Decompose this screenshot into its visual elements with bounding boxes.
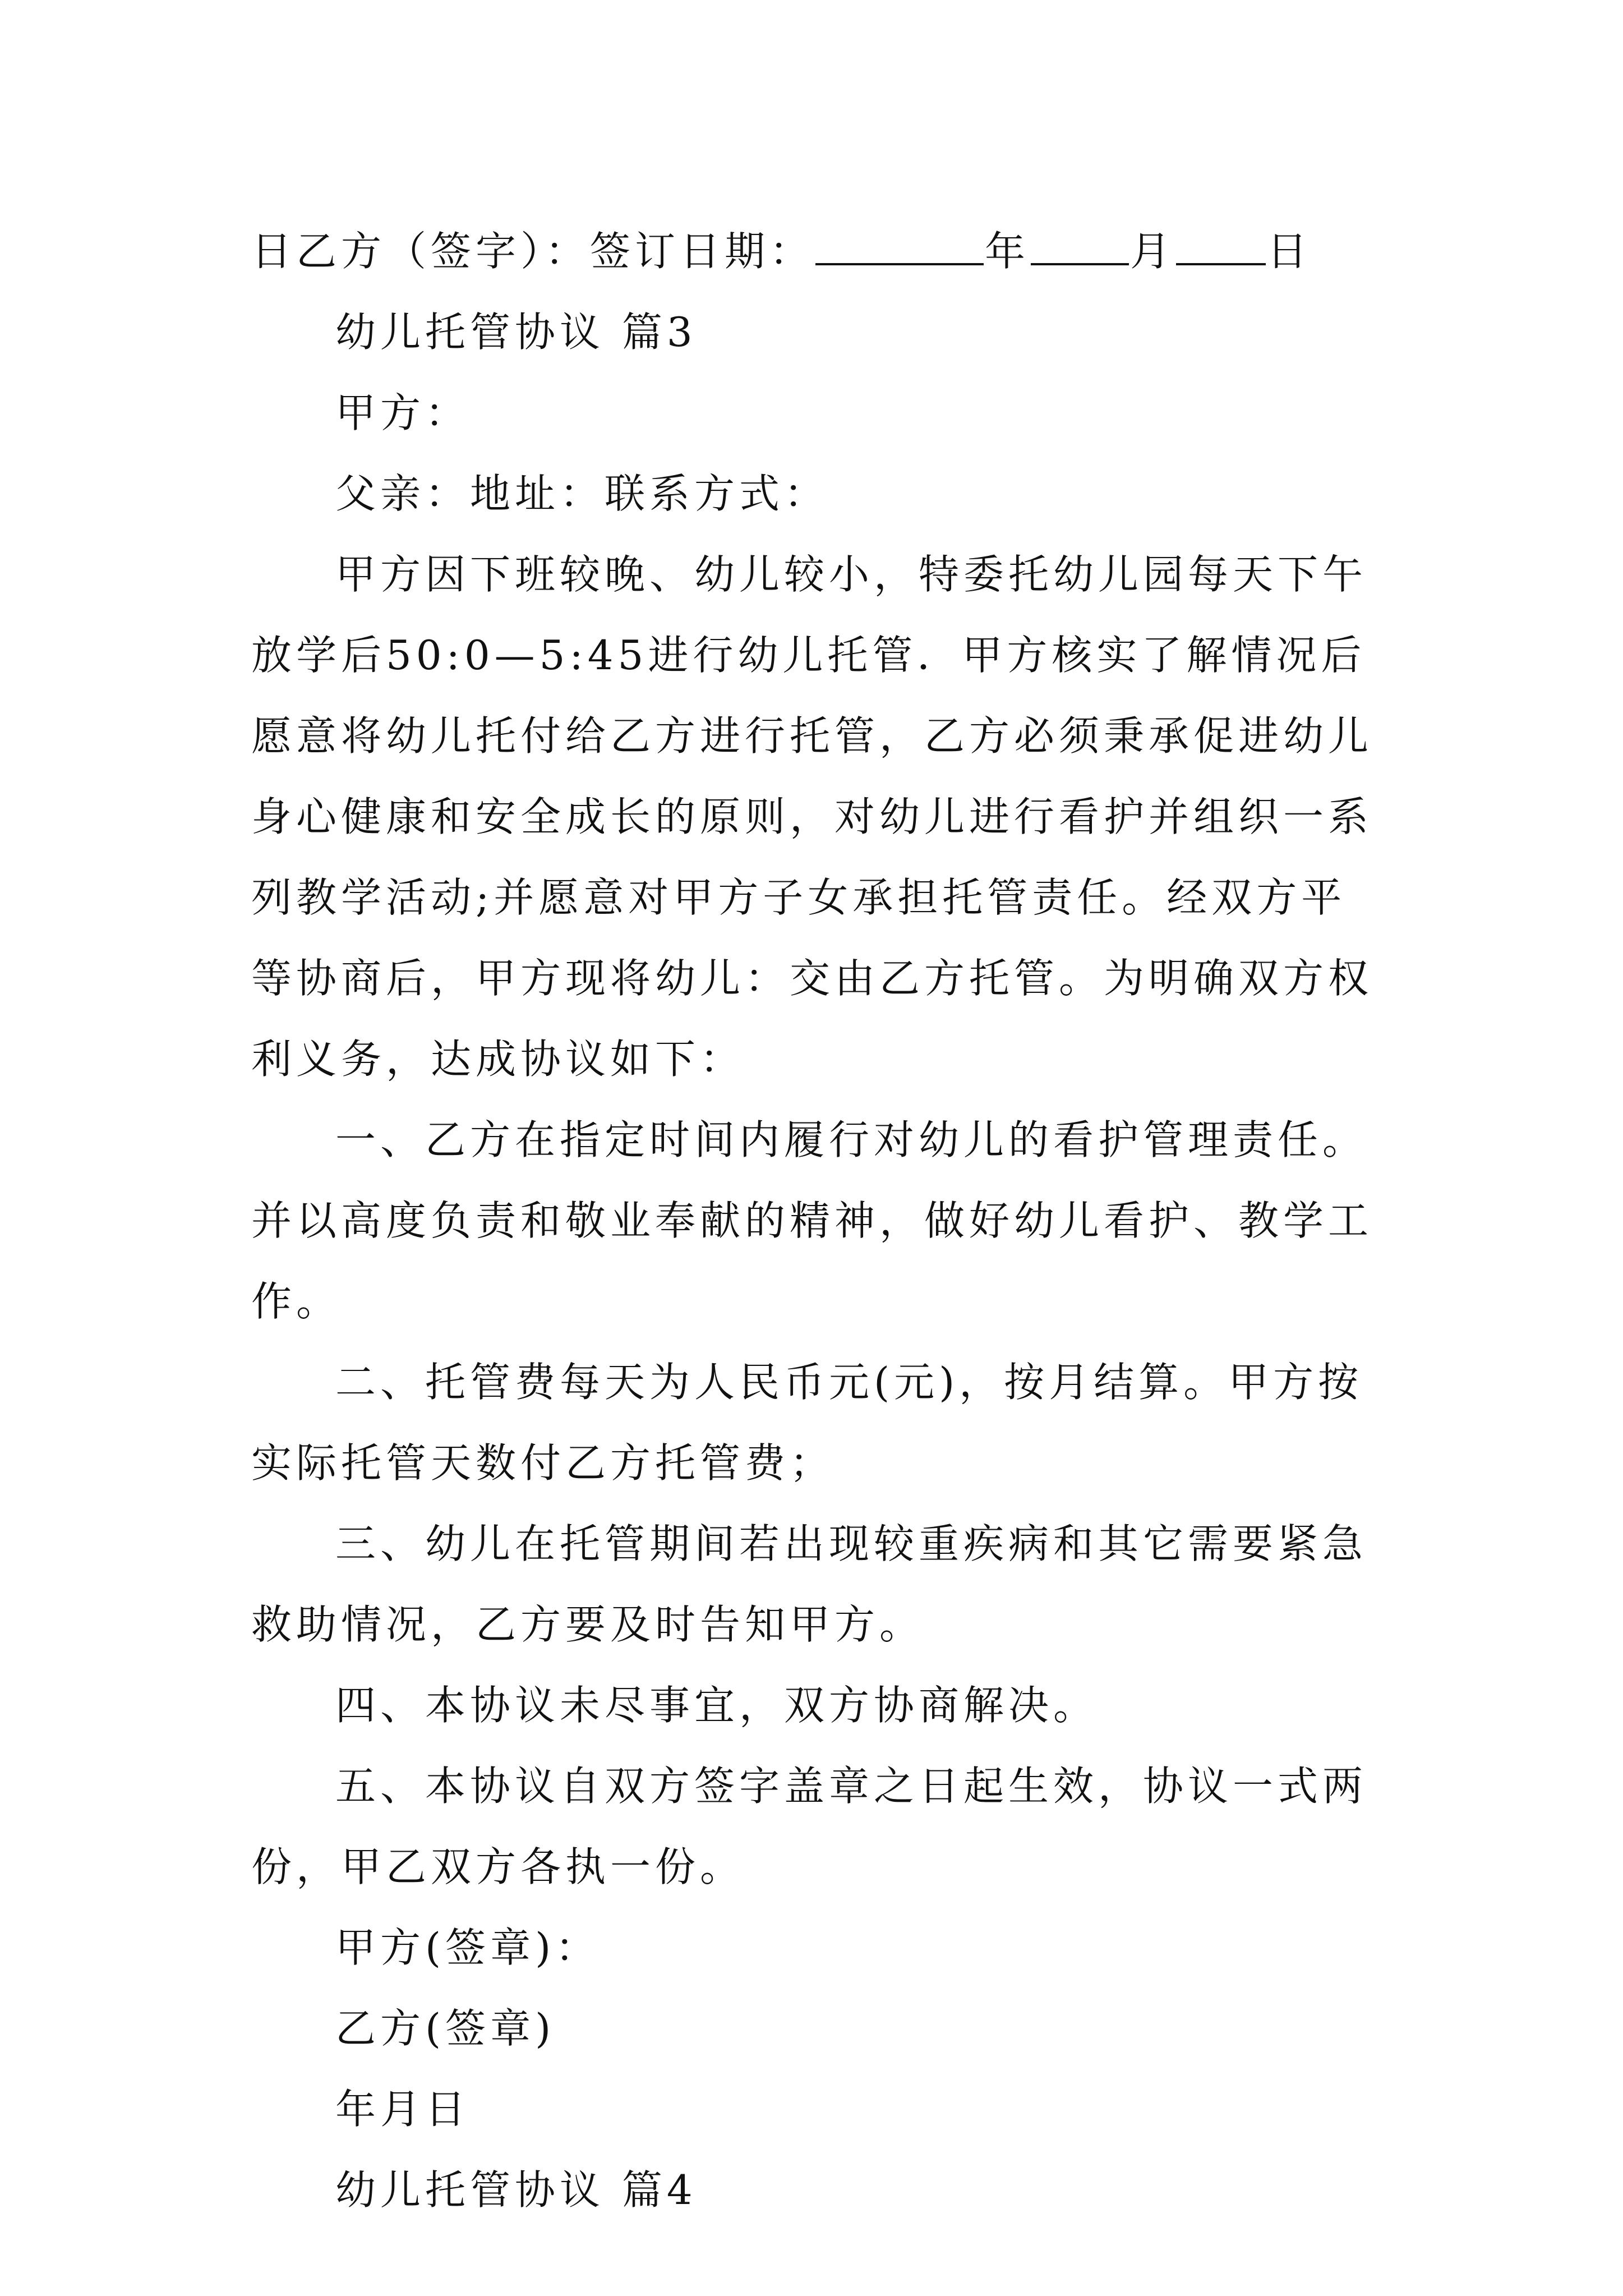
clause-5: 五、本协议自双方签字盖章之日起生效，协议一式两份，甲乙双方各执一份。 [251,1763,1368,1890]
year-label: 年 [985,228,1030,275]
clause-2: 二、托管费每天为人民币元(元)，按月结算。甲方按实际托管天数付乙方托管费； [251,1359,1363,1487]
section-4-title: 幼儿托管协议 篇4 [335,2166,697,2214]
clause-3: 三、幼儿在托管期间若出现较重疾病和其它需要紧急救助情况，乙方要及时告知甲方。 [251,1520,1368,1648]
document-body [251,211,1384,2230]
date-placeholder: 年月日 [335,2086,471,2133]
party-b-seal: 乙方(签章) [335,2005,556,2052]
party-a-label: 甲方： [335,389,471,436]
party-a-seal: 甲方(签章)： [335,1924,601,1971]
day-label: 日 [1267,228,1312,275]
intro-paragraph: 甲方因下班较晚、幼儿较小，特委托幼儿园每天下午放学后50:0—5:45进行幼儿托管．甲方核实了解情况后愿意将幼儿托付给乙方进行托管，乙方必须秉承促进幼儿身心健康和安全成长的原则，对幼儿进行看护并组织一系列教学活动;并愿意对甲方子女承担托管责任。经双方平等协商后，甲方现将幼儿：交由乙方托管。为明确双方权利义务，达成协议如下： [251,551,1373,1083]
contact-line: 父亲：地址：联系方式： [335,470,829,517]
section-3-title: 幼儿托管协议 篇3 [335,309,697,356]
clause-1: 一、乙方在指定时间内履行对幼儿的看护管理责任。并以高度负责和敬业奉献的精神，做好幼儿看护、教学工作。 [251,1116,1373,1325]
signature-date-line [251,211,1384,292]
date-line-prefix: 日乙方（签字）：签订日期： [251,228,815,275]
month-blank [1031,225,1129,265]
month-label: 月 [1130,228,1175,275]
clause-4: 四、本协议未尽事宜，双方协商解决。 [335,1682,1099,1729]
day-blank [1176,225,1266,265]
year-blank [815,225,984,265]
